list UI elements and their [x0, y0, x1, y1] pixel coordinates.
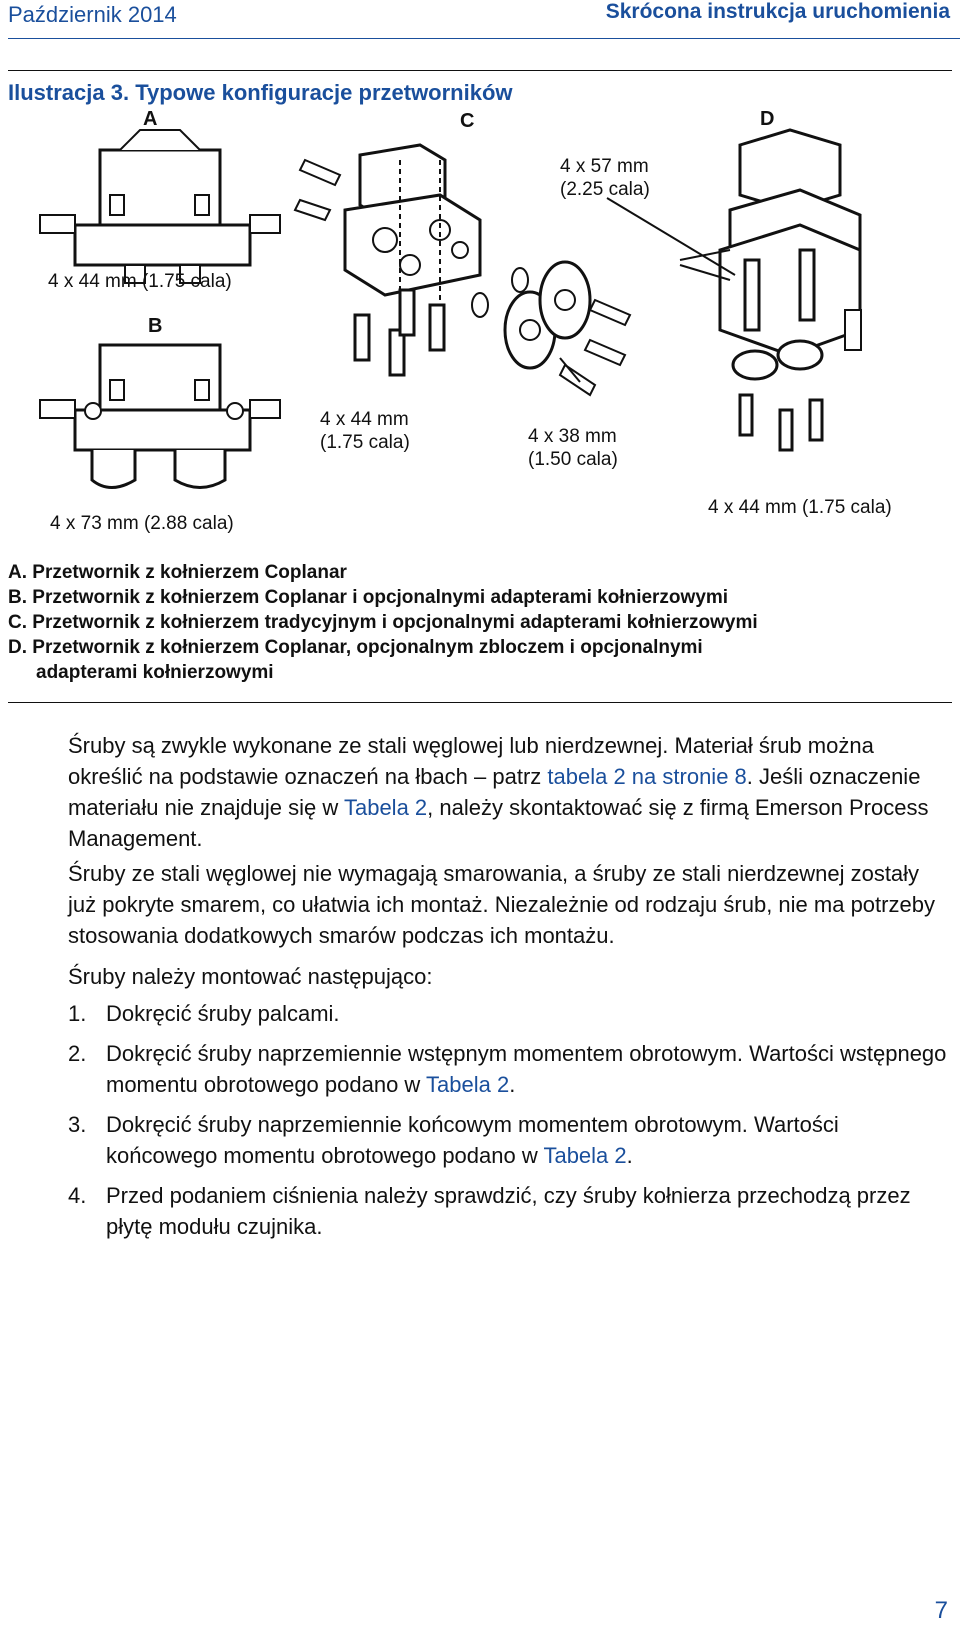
header-rule	[8, 38, 960, 39]
caption-a: A. Przetwornik z kołnierzem Coplanar	[8, 562, 347, 583]
page-number: 7	[934, 1597, 948, 1624]
figure-title-prefix: Ilustracja 3.	[8, 80, 130, 105]
transmitter-configurations-illustration	[0, 100, 960, 550]
dim-c-adapters	[528, 425, 618, 471]
list-item: 4. Przed podaniem ciśnienia należy sprawdzić, czy śruby kołnierza przechodzą przez płytę modułu czujnika.	[68, 1183, 911, 1239]
dim-c-adapters-line2: (1.50 cala)	[528, 449, 618, 470]
dim-c-top	[560, 155, 650, 201]
label-c: C	[460, 110, 475, 132]
dim-c-top-line1: 4 x 57 mm	[560, 156, 649, 177]
figure-bottom-rule	[8, 702, 952, 703]
header-doc-title: Skrócona instrukcja uruchomienia	[605, 0, 950, 23]
dim-a: 4 x 44 mm (1.75 cala)	[48, 271, 232, 292]
link-table-2[interactable]: Tabela 2	[426, 1072, 510, 1097]
dim-d: 4 x 44 mm (1.75 cala)	[708, 497, 892, 518]
dim-c-bolts	[320, 408, 410, 454]
label-b: B	[148, 315, 163, 337]
dim-c-bolts-line1: 4 x 44 mm	[320, 409, 409, 430]
list-item: 2. Dokręcić śruby naprzemiennie wstępnym momentem obrotowym. Wartości wstępnego momentu obrotowego podano w Tabela 2.	[68, 1041, 947, 1097]
body-text	[68, 730, 948, 1251]
dim-c-adapters-line1: 4 x 38 mm	[528, 426, 617, 447]
caption-d: D. Przetwornik z kołnierzem Coplanar, opcjonalnym zbloczem i opcjonalnymi	[8, 637, 703, 658]
dim-c-bolts-line2: (1.75 cala)	[320, 432, 410, 453]
paragraph-install-intro: Śruby należy montować następująco:	[68, 964, 433, 989]
paragraph-lubrication: Śruby ze stali węglowej nie wymagają smarowania, a śruby ze stali nierdzewnej zostały już pokryte smarem, co ułatwia ich montaż. Niezależnie od rodzaju śrub, nie ma potrzeby stosowania dodatkowych smarów podczas ich montażu.	[68, 861, 935, 948]
list-item: 1. Dokręcić śruby palcami.	[68, 1001, 340, 1026]
figure-title-text: Typowe konfiguracje przetworników	[135, 80, 513, 105]
transmitter-b-drawing	[40, 345, 280, 488]
link-table-2[interactable]: Tabela 2	[543, 1143, 627, 1168]
figure-top-rule	[8, 70, 952, 71]
link-table-2[interactable]: Tabela 2	[343, 795, 428, 820]
header-date: Październik 2014	[8, 2, 177, 27]
caption-d-continued: adapterami kołnierzowymi	[36, 662, 274, 683]
dim-b: 4 x 73 mm (2.88 cala)	[50, 513, 234, 534]
dim-c-top-line2: (2.25 cala)	[560, 179, 650, 200]
label-a: A	[143, 108, 158, 130]
figure-captions	[8, 560, 948, 685]
transmitter-a-drawing	[40, 130, 280, 283]
paragraph-bolt-material: Śruby są zwykle wykonane ze stali węglowej lub nierdzewnej. Materiał śrub można określić na podstawie oznaczeń na łbach – patrz tabela 2 na stronie 8. Jeśli oznaczenie materiału nie znajduje się w Tabela 2, należy skontaktować się z firmą Emerson Process Management.	[68, 733, 929, 851]
link-table-2-page-8[interactable]: tabela 2 na stronie 8	[547, 764, 747, 789]
install-steps-list	[68, 998, 948, 1242]
list-item: 3. Dokręcić śruby naprzemiennie końcowym momentem obrotowym. Wartości końcowego momentu obrotowego podano w Tabela 2.	[68, 1112, 839, 1168]
caption-c: C. Przetwornik z kołnierzem tradycyjnym i opcjonalnymi adapterami kołnierzowymi	[8, 612, 758, 633]
label-d: D	[760, 108, 775, 130]
caption-b: B. Przetwornik z kołnierzem Coplanar i opcjonalnymi adapterami kołnierzowymi	[8, 587, 729, 608]
